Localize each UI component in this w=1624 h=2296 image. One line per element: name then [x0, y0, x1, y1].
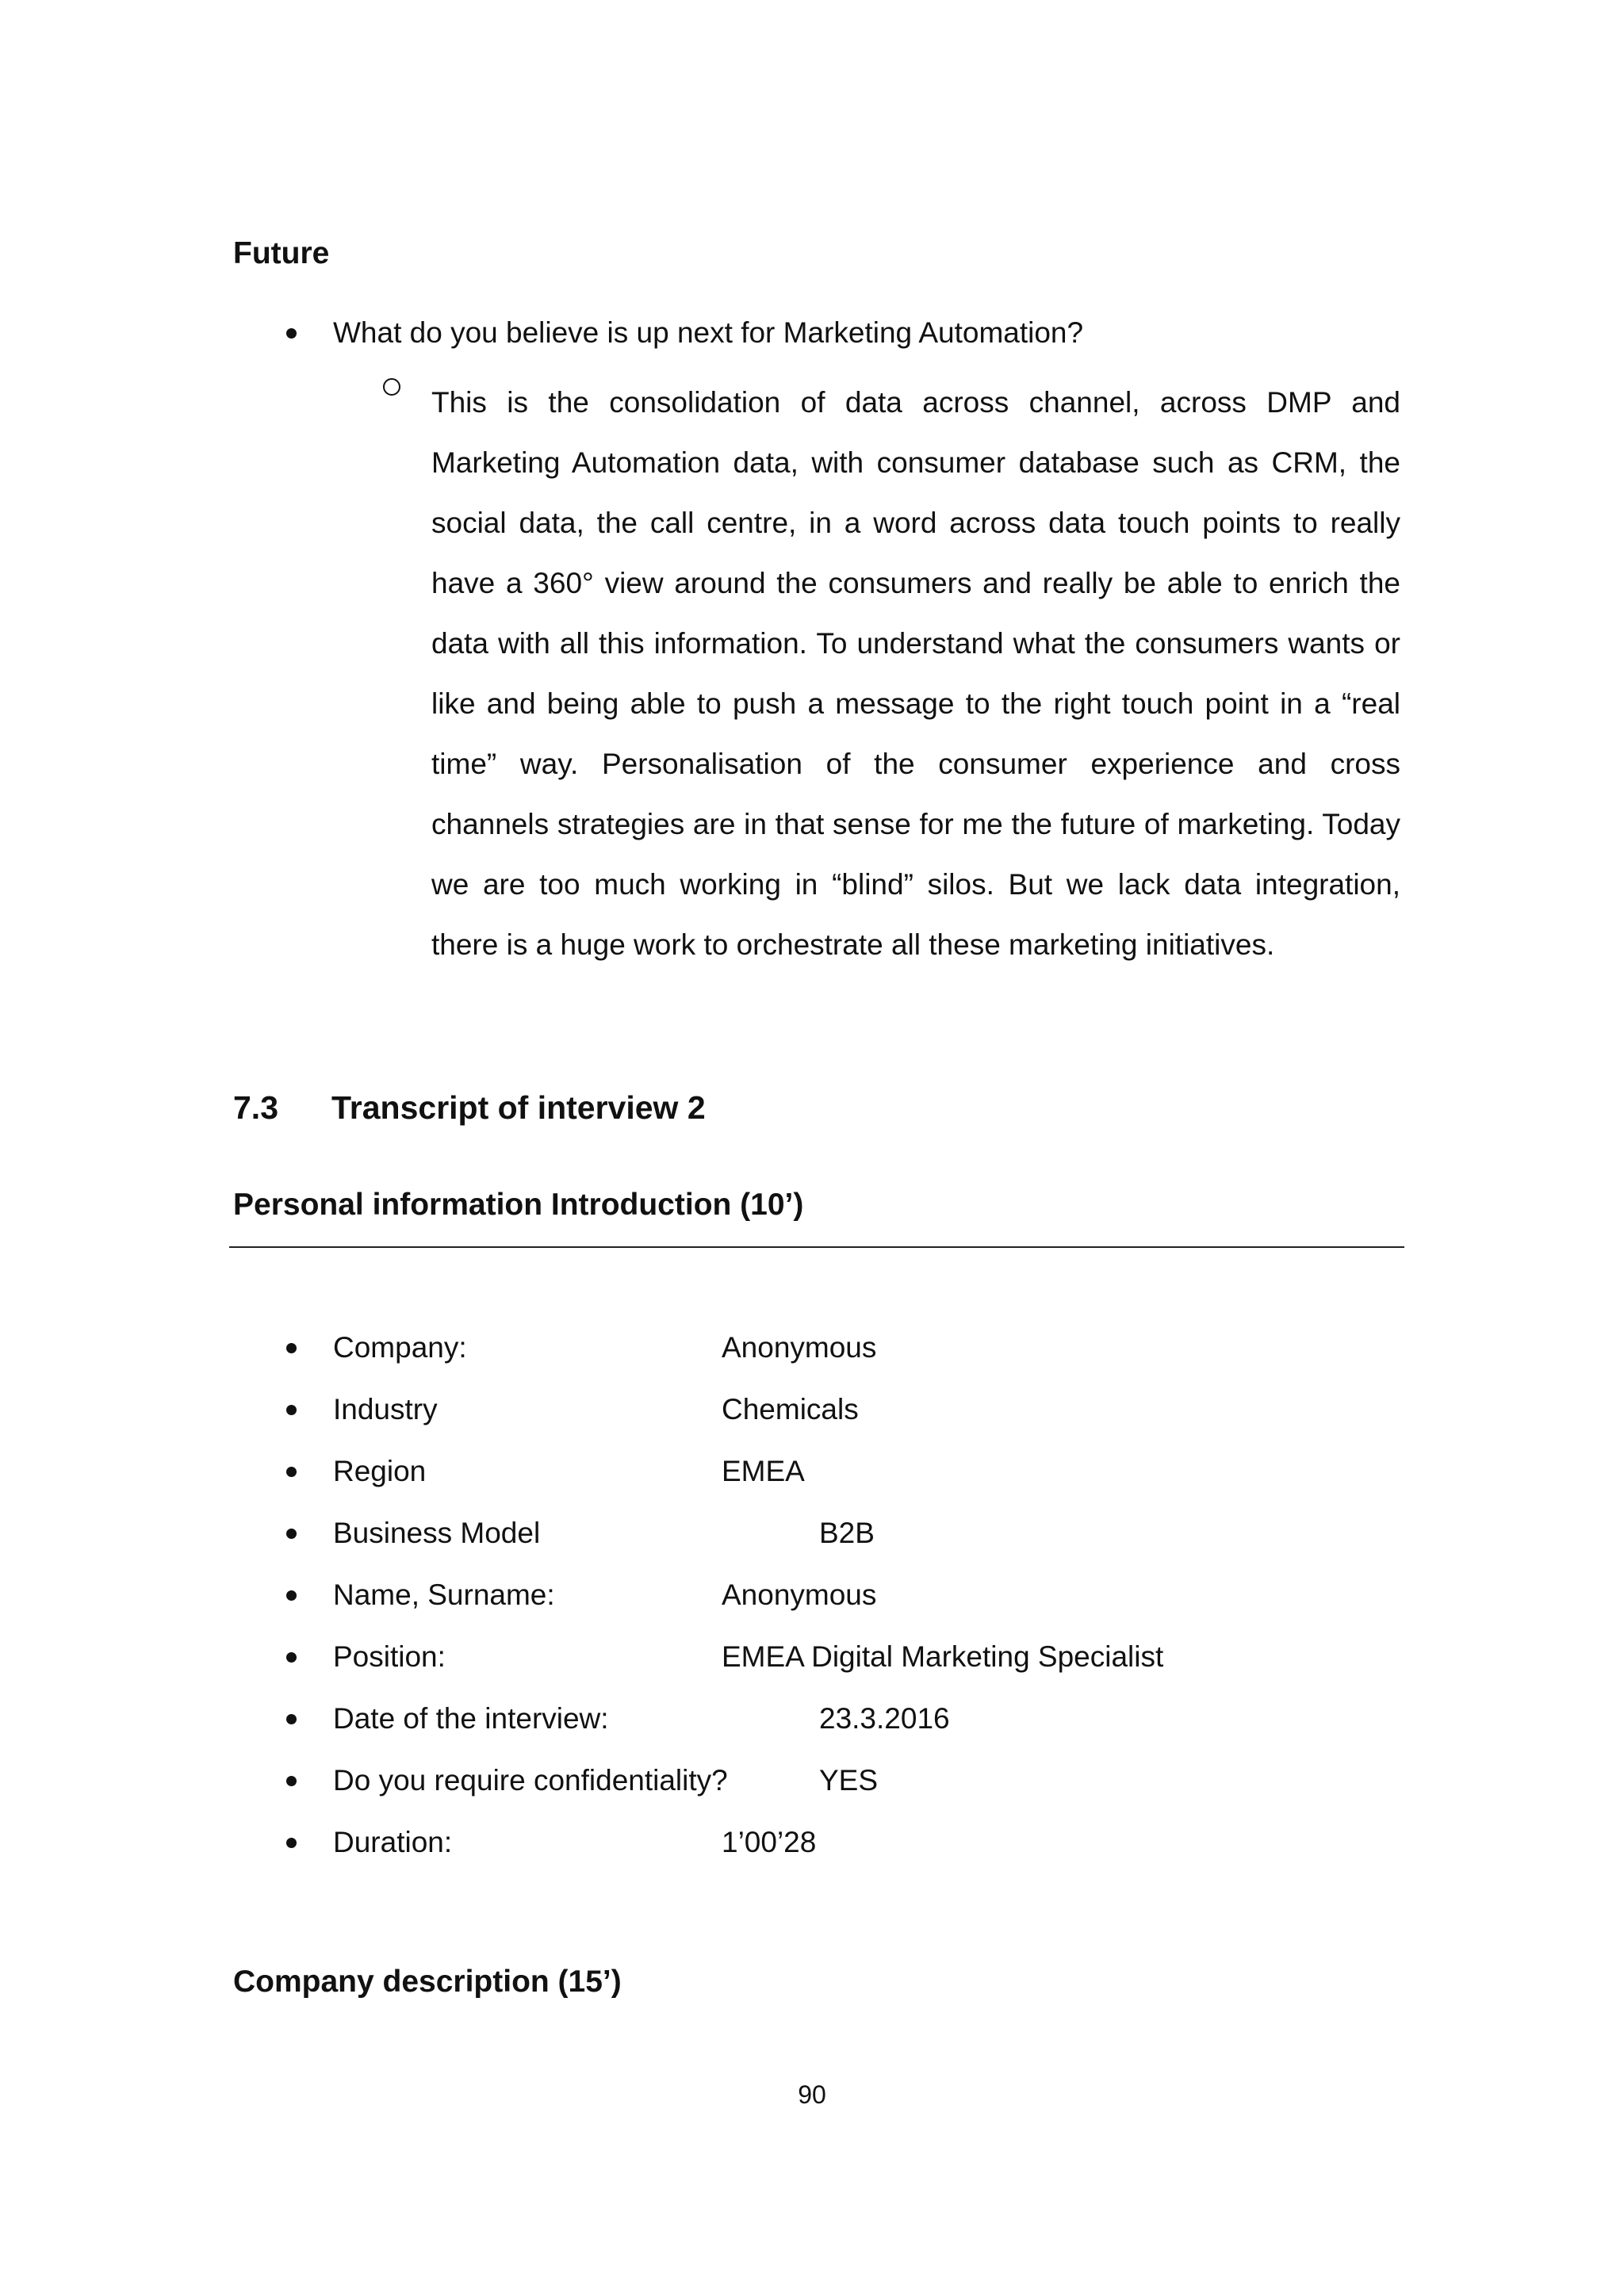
bullet-icon	[286, 1590, 297, 1601]
item-label: Duration:	[333, 1826, 453, 1858]
item-value: 1’00’28	[722, 1826, 817, 1858]
item-value: Anonymous	[722, 1331, 877, 1364]
section-title: Transcript of interview 2	[331, 1089, 706, 1126]
item-value: YES	[819, 1764, 879, 1797]
hollow-bullet-icon	[383, 378, 400, 396]
bullet-icon	[286, 1776, 297, 1786]
item-value: B2B	[819, 1517, 875, 1549]
item-label: Name, Surname:	[333, 1578, 555, 1611]
item-label: Date of the interview:	[333, 1702, 609, 1735]
bullet-icon	[286, 1343, 297, 1353]
bullet-icon	[286, 1838, 297, 1848]
horizontal-rule	[229, 1246, 1404, 1248]
company-description-heading: Company description (15’)	[233, 1965, 622, 1999]
item-label: Company:	[333, 1331, 467, 1364]
bullet-icon	[286, 1714, 297, 1724]
future-heading: Future	[233, 236, 330, 270]
bullet-icon	[286, 1529, 297, 1539]
bullet-icon	[286, 1405, 297, 1415]
item-label: Do you require confidentiality?	[333, 1764, 728, 1797]
item-label: Industry	[333, 1393, 438, 1425]
item-value: Chemicals	[722, 1393, 859, 1425]
bullet-icon	[286, 1467, 297, 1477]
item-value: 23.3.2016	[819, 1702, 950, 1735]
item-value: EMEA	[722, 1455, 805, 1487]
item-label: Region	[333, 1455, 427, 1487]
personal-info-heading: Personal information Introduction (10’)	[233, 1188, 804, 1222]
page-number: 90	[798, 2080, 826, 2109]
item-label: Business Model	[333, 1517, 541, 1549]
bullet-icon	[286, 1652, 297, 1663]
section-number: 7.3	[233, 1089, 278, 1126]
item-value: EMEA Digital Marketing Specialist	[722, 1640, 1164, 1673]
bullet-icon	[286, 328, 297, 339]
item-label: Position:	[333, 1640, 446, 1673]
future-question: What do you believe is up next for Marketing Automation?	[333, 316, 1084, 349]
item-value: Anonymous	[722, 1578, 877, 1611]
future-answer: This is the consolidation of data across channel, across DMP and Marketing Automation data, with consumer database such as CRM, the social data, the call centre, in a word across data touch points to really have a 360° view around the consumers and really be able to enrich the data with all this information. To understand what the consumers wants or like and being able to push a message to the right touch point in a “real time” way. Personalisation of the consumer experience and cross channels strategies are in that sense for me the future of marketing. Today we are too much working in “blind” silos. But we lack data integration, there is a huge work to orchestrate all these marketing initiatives.	[431, 386, 1400, 961]
